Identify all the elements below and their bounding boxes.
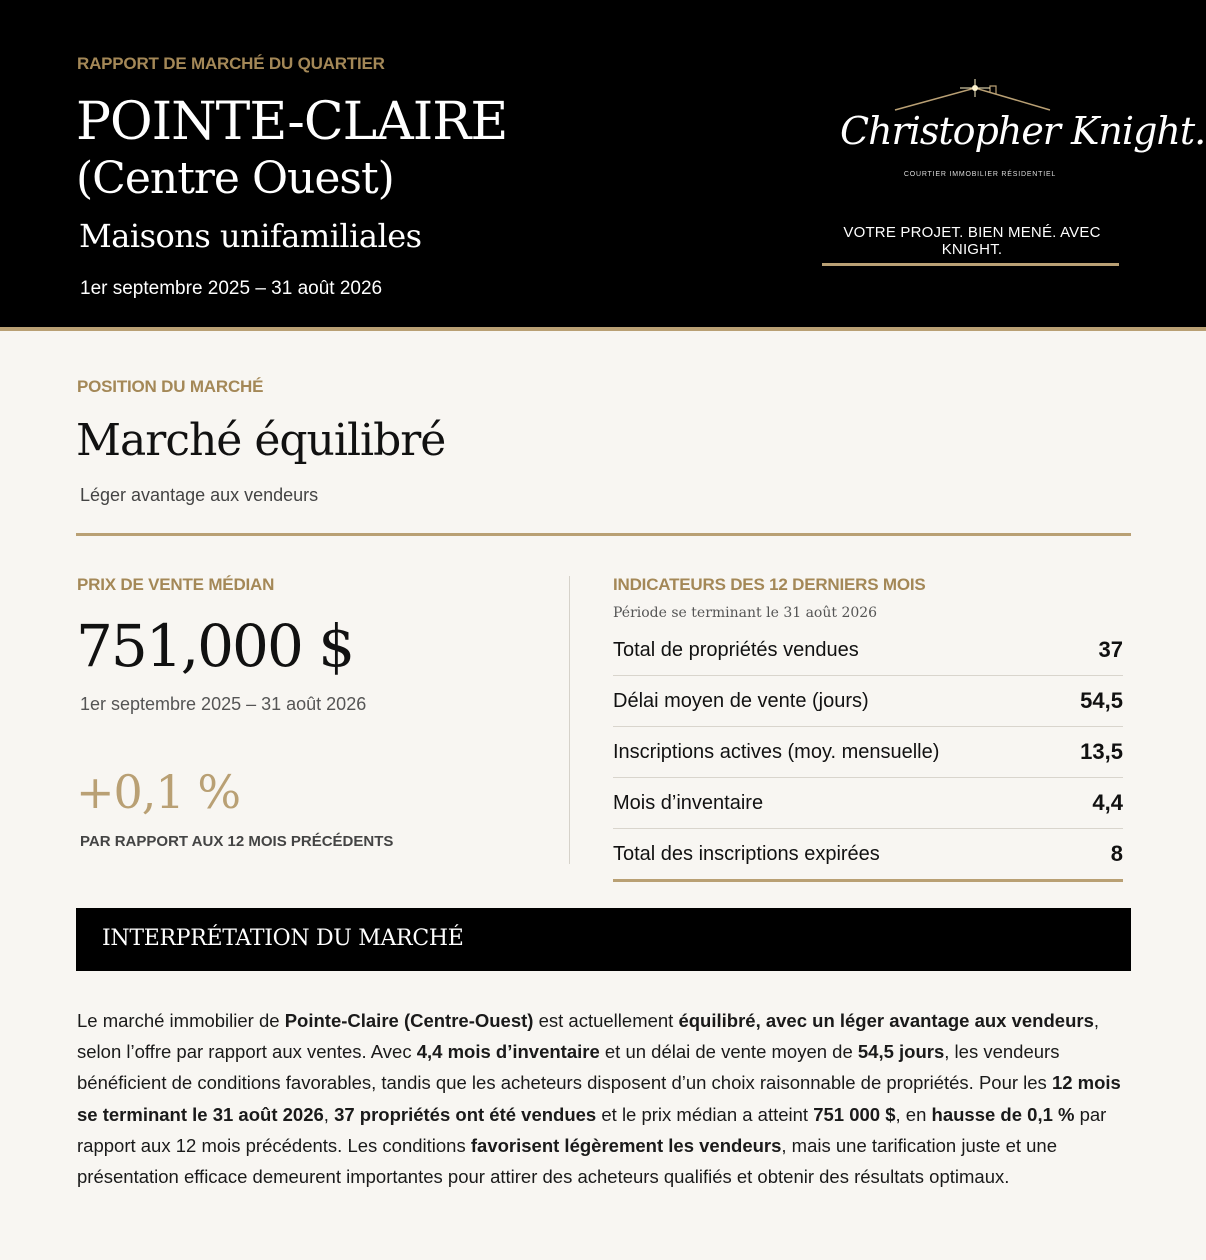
para-text: par rapport aux 12 mois précédents. Les conditions: [77, 1103, 1107, 1156]
median-value: 751,000 $: [76, 612, 354, 680]
page-title: POINTE-CLAIRE: [76, 92, 508, 152]
para-emphasis: favorisent légèrement les vendeurs: [470, 1134, 782, 1156]
para-emphasis: 751 000 $: [813, 1103, 896, 1125]
para-text: ,: [323, 1103, 335, 1125]
indicator-label: Total de propriétés vendues: [613, 638, 859, 661]
para-emphasis: Pointe-Claire (Centre-Ouest): [284, 1010, 534, 1031]
position-label: POSITION DU MARCHÉ: [77, 377, 264, 396]
para-emphasis: 4,4 mois d’inventaire: [416, 1041, 600, 1063]
indicators-period: Période se terminant le 31 août 2026: [613, 605, 878, 621]
slogan: VOTRE PROJET. BIEN MENÉ. AVEC KNIGHT.: [843, 224, 1101, 258]
indicator-value: 13,5: [1080, 739, 1123, 764]
para-text: est actuellement: [533, 1010, 679, 1031]
indicator-value: 54,5: [1080, 688, 1123, 713]
para-text: et un délai de vente moyen de: [599, 1041, 858, 1063]
position-title: Marché équilibré: [76, 415, 446, 466]
property-type: Maisons unifamiliales: [79, 217, 422, 255]
position-subtitle: Léger avantage aux vendeurs: [80, 485, 319, 505]
para-text: , les vendeurs bénéficient de conditions favorables, tandis que les acheteurs disposent d’un choix raisonnable de propriétés. Pour les: [77, 1041, 1060, 1094]
logo-tagline: COURTIER IMMOBILIER RÉSIDENTIEL: [903, 171, 1057, 178]
para-emphasis: équilibré, avec un léger avantage aux vendeurs: [678, 1010, 1094, 1031]
indicator-row: [613, 676, 1123, 727]
para-emphasis: hausse de 0,1 %: [931, 1103, 1075, 1125]
indicator-label: Inscriptions actives (moy. mensuelle): [613, 740, 940, 763]
slogan-divider: [822, 263, 1119, 266]
indicator-row: [613, 829, 1123, 879]
column-divider: [569, 576, 570, 864]
indicator-row: [613, 778, 1123, 829]
para-emphasis: 37 propriétés ont été vendues: [334, 1103, 597, 1125]
header-banner: [0, 0, 1206, 331]
indicator-row: [613, 727, 1123, 778]
logo-script: Christopher Knight.: [840, 109, 1206, 153]
median-period: 1er septembre 2025 – 31 août 2026: [80, 694, 367, 714]
indicator-label: Total des inscriptions expirées: [613, 842, 880, 865]
brand-logo: [820, 75, 1206, 195]
para-text: , mais une tarification juste et une présentation efficace demeurent importantes pour attirer des acheteurs qualifiés et obtenir des résultats optimaux.: [77, 1134, 1058, 1188]
indicators-label: INDICATEURS DES 12 DERNIERS MOIS: [613, 575, 926, 594]
section-divider: [76, 533, 1131, 536]
para-text: Le marché immobilier de: [77, 1010, 285, 1031]
interpretation-paragraph: [77, 1005, 1129, 1192]
para-emphasis: 12 mois se terminant le 31 août 2026: [77, 1072, 1121, 1125]
para-emphasis: 54,5 jours: [857, 1041, 945, 1063]
interpretation-title: INTERPRÉTATION DU MARCHÉ: [102, 926, 464, 951]
indicator-value: 37: [1098, 637, 1123, 662]
report-label: RAPPORT DE MARCHÉ DU QUARTIER: [77, 54, 385, 73]
interpretation-header: [76, 908, 1131, 971]
header-period: 1er septembre 2025 – 31 août 2026: [80, 278, 383, 299]
indicators-table: [613, 625, 1123, 882]
para-text: et le prix médian a atteint: [596, 1103, 814, 1125]
change-note: PAR RAPPORT AUX 12 MOIS PRÉCÉDENTS: [80, 833, 394, 850]
para-text: , selon l’offre par rapport aux ventes. Avec: [77, 1010, 1100, 1063]
indicator-label: Délai moyen de vente (jours): [613, 689, 869, 712]
indicator-row: [613, 625, 1123, 676]
median-label: PRIX DE VENTE MÉDIAN: [77, 575, 275, 594]
indicator-label: Mois d’inventaire: [613, 791, 764, 814]
indicator-value: 8: [1110, 841, 1123, 866]
indicator-value: 4,4: [1092, 790, 1123, 815]
para-text: , en: [895, 1103, 932, 1125]
change-value: +0,1 %: [76, 765, 241, 819]
page-subtitle: (Centre Ouest): [76, 153, 394, 204]
